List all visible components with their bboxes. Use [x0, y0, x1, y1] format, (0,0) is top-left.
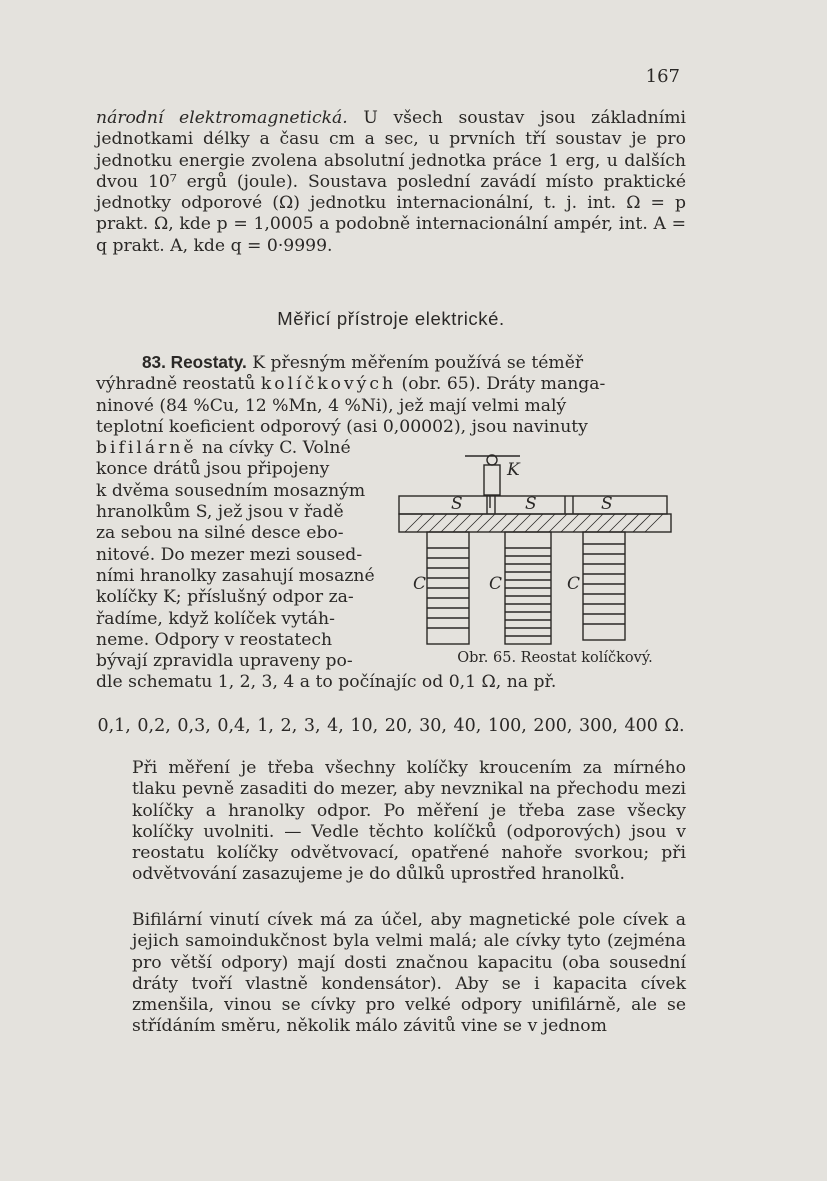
section-83-line1-text: K přesným měřením používá se téměř — [246, 353, 584, 373]
plate-hatching — [405, 514, 663, 532]
section-83-line5 — [96, 438, 386, 459]
narrow-line: za sebou na silné desce ebo- — [96, 523, 344, 544]
section-83-line5-post: na cívky C. Volné — [196, 438, 351, 459]
section-83-line3: ninové (84 %Cu, 12 %Mn, 4 %Ni), jež mají velmi malý — [96, 395, 567, 416]
label-s: S — [601, 494, 613, 514]
section-83-bifilar-term: bifilárně — [96, 438, 197, 459]
section-83-narrow-block — [96, 459, 386, 672]
narrow-line: kolíčky K; příslušný odpor za- — [96, 587, 354, 608]
measurement-paragraph — [96, 758, 686, 886]
coil-2 — [505, 532, 551, 644]
coil-1 — [427, 532, 469, 644]
section-83-title: 83. Reostaty. — [142, 352, 247, 372]
intro-italic-lead: národní elektromagnetická. — [96, 108, 348, 128]
narrow-line: řadíme, když kolíček vytáh- — [96, 608, 335, 629]
narrow-line: konce drátů jsou připojeny — [96, 459, 330, 480]
section-83-line2-post: (obr. 65). Dráty manga- — [396, 374, 606, 395]
section-heading: Měřicí přístroje elektrické. — [277, 308, 505, 329]
label-s: S — [525, 494, 537, 514]
resistance-values-line: 0,1, 0,2, 0,3, 0,4, 1, 2, 3, 4, 10, 20, 30, 40, 100, 200, 300, 400 Ω. — [97, 716, 685, 736]
label-c: C — [413, 574, 427, 594]
measurement-text: Při měření je třeba všechny kolíčky kroucením za mírného tlaku pevně zasaditi do mezer, aby nevznikal na přechodu mezi kolíčky a hranolky odpor. Po měření je třeba zase všecky kolíčky uvolniti. — Vedle těchto kolíčků (odporových) jsou v reostatu kolíčky odvětvovací, opatřené nahoře svorkou; při odvětvování zasazujeme je do důlků uprostřed hranolků. — [132, 758, 686, 885]
narrow-line: k dvěma sousedním mosazným — [96, 480, 366, 501]
figure-caption: Obr. 65. Reostat kolíčkový. — [457, 650, 653, 666]
intro-text: U všech soustav jsou základními jednotkami délky a času cm a sec, u prvních tří soustav je pro jednotku energie zvolena absolutní jednotka práce 1 erg, u dalších dvou 10⁷ ergů (joule). Soustava poslední zavádí místo praktické jednotky odporové (Ω) jednotku internacionální, t. j. int. Ω = p prakt. Ω, kde p = 1,0005 a podobně internacionální ampér, int. A = q prakt. A, kde q = 0·9999. — [96, 108, 686, 256]
section-83-line2-pre: výhradně reostatů — [96, 374, 261, 395]
section-83-line2 — [96, 374, 686, 395]
narrow-line: ními hranolky zasahují mosazné — [96, 565, 375, 586]
bifilar-paragraph — [96, 910, 686, 1038]
narrow-line: nitové. Do mezer mezi soused- — [96, 544, 363, 565]
section-83-spaced-term: kolíčkových — [260, 374, 397, 395]
label-s: S — [451, 494, 463, 514]
rheostat-drawing — [395, 448, 685, 648]
plug-body — [484, 465, 500, 495]
intro-paragraph — [96, 108, 686, 257]
bifilar-text: Bifilární vinutí cívek má za účel, aby magnetické pole cívek a jejich samoindukčnost byla velmi malá; ale cívky tyto (zejména pro větší odpory) mají dosti značnou kapacitu (oba sousední dráty tvoří vlastně kondensátor). Aby se i kapacita cívek zmenšila, vinou se cívky pro velké odpory unifilárně, ale se střídáním směru, několik málo závitů vine se v jednom — [132, 910, 686, 1037]
coil-3 — [583, 532, 625, 640]
label-c: C — [567, 574, 581, 594]
label-c: C — [489, 574, 503, 594]
narrow-line: neme. Odpory v reostatech — [96, 629, 333, 650]
page-number: 167 — [645, 66, 680, 87]
section-83-line1 — [96, 352, 686, 374]
section-83-last-line: dle schematu 1, 2, 3, 4 a to počínajíc od 0,1 Ω, na př. — [96, 672, 557, 693]
label-k: K — [507, 460, 520, 480]
section-83-line4: teplotní koeficient odporový (asi 0,00002), jsou navinuty — [96, 416, 588, 437]
narrow-line: bývají zpravidla upraveny po- — [96, 651, 353, 672]
narrow-line: hranolkům S, jež jsou v řadě — [96, 502, 344, 523]
